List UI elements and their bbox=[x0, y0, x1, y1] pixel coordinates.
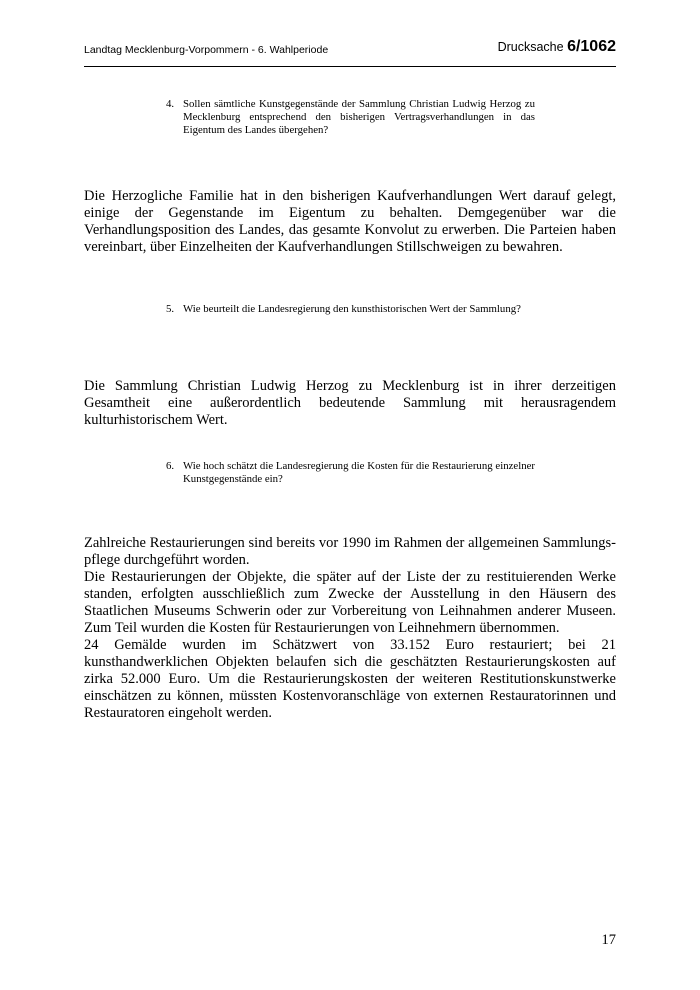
question-number: 4. bbox=[166, 98, 175, 110]
question-number: 5. bbox=[166, 303, 175, 315]
question-text: Wie beurteilt die Landesregierung den kunsthistorischen Wert der Sammlung? bbox=[183, 303, 521, 315]
answer-4 bbox=[84, 188, 616, 256]
question-number: 6. bbox=[166, 460, 175, 472]
header-document-reference bbox=[498, 38, 616, 56]
question-5 bbox=[166, 303, 535, 316]
answer-paragraph: 24 Gemälde wurden im Schätzwert von 33.152 Euro restauriert; bei 21 kunsthandwerklichen Objekten belaufen sich die geschätzten Restaurierungskosten auf zirka 52.000 Euro. Um die Restaurierungskosten der weiteren Restitutionskunstwerke einschätzen zu können, müssten Kostenvoranschläge von externen Restauratorinnen und Restauratoren eingeholt werden. bbox=[84, 637, 616, 721]
answer-paragraph: Die Restaurierungen der Objekte, die später auf der Liste der zu restituierenden Werke standen, erfolgten ausschließlich zum Zwecke der Ausstellung in den Häusern des Staatlichen Museums Schwerin oder zur Vorbereitung von Leihnahmen anderer Museen. Zum Teil wurden die Kosten für Restaurierungen von Leihnehmern übernommen. bbox=[84, 569, 616, 636]
answer-paragraph: Die Herzogliche Familie hat in den bisherigen Kaufverhandlungen Wert darauf gelegt, einige der Gegenstande im Eigentum zu behalten. Demgegenüber war die Verhandlungsposition des Landes, das gesamte Konvolut zu erwerben. Die Parteien haben vereinbart, über Einzelheiten der Kaufverhandlungen Stillschweigen zu bewahren. bbox=[84, 188, 616, 255]
question-4 bbox=[166, 98, 535, 137]
document-number: 6/1062 bbox=[567, 38, 616, 55]
answer-5 bbox=[84, 378, 616, 429]
header-parliament-title: Landtag Mecklenburg-Vorpommern - 6. Wahlperiode bbox=[84, 44, 329, 56]
answer-6 bbox=[84, 535, 616, 722]
question-6 bbox=[166, 460, 535, 486]
document-label: Drucksache bbox=[497, 40, 564, 54]
header-rule bbox=[84, 66, 616, 67]
answer-paragraph: Die Sammlung Christian Ludwig Herzog zu Mecklenburg ist in ihrer derzeitigen Gesamtheit eine außerordentlich bedeutende Sammlung mit herausragendem kulturhistorischem Wert. bbox=[84, 378, 616, 428]
page-number: 17 bbox=[601, 932, 616, 948]
question-text: Wie hoch schätzt die Landesregierung die Kosten für die Restaurierung einzelner Kunstgegenstände ein? bbox=[183, 460, 535, 485]
answer-paragraph: Zahlreiche Restaurierungen sind bereits vor 1990 im Rahmen der allgemeinen Sammlungspflege durchgeführt worden. bbox=[84, 535, 616, 568]
question-text: Sollen sämtliche Kunstgegenstände der Sammlung Christian Ludwig Herzog zu Mecklenburg entsprechend den bisherigen Vertragsverhandlungen in das Eigentum des Landes übergehen? bbox=[183, 98, 535, 136]
